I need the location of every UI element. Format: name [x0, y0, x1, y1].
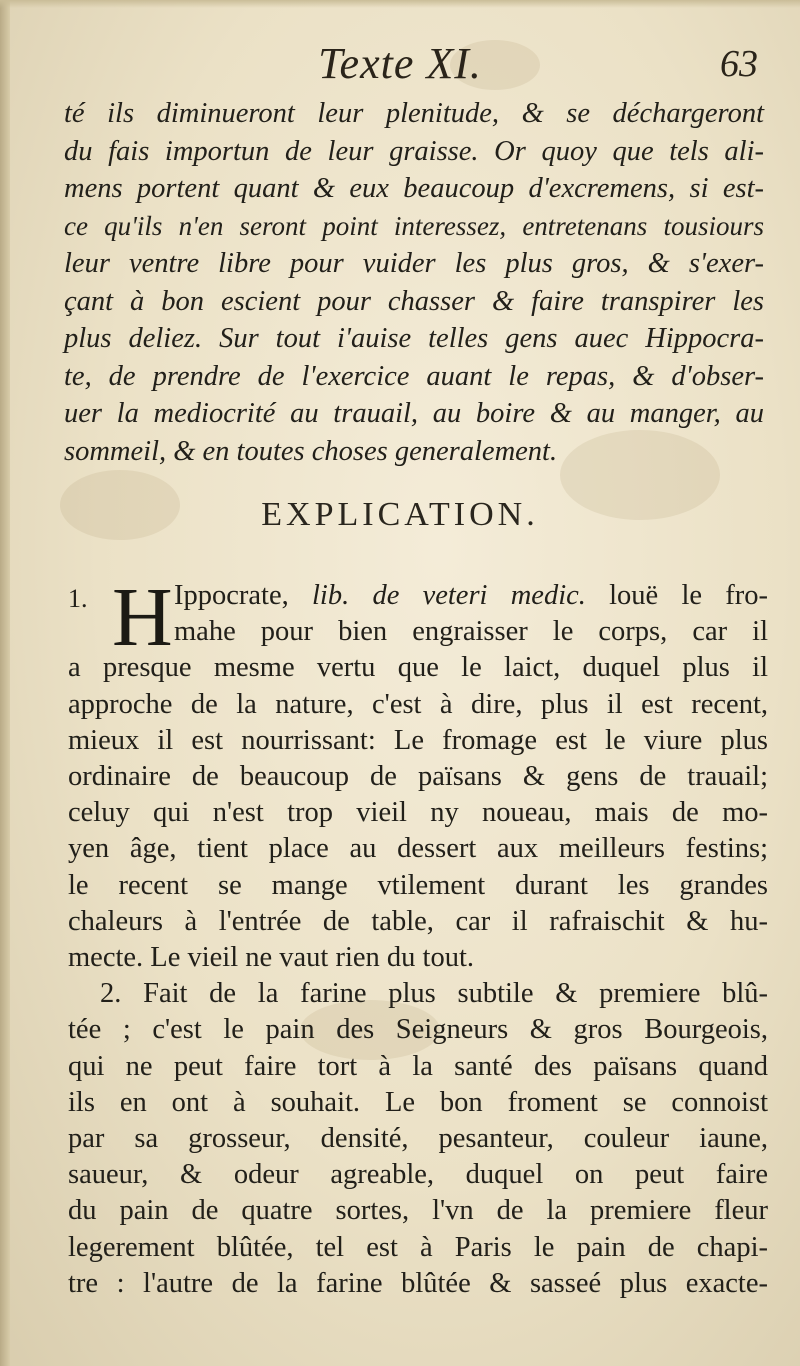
text-line: tre : l'autre de la farine blûtée & sasseé plus exacte- [68, 1267, 768, 1299]
italic-text-paragraph [64, 95, 764, 470]
text-line: tée ; c'est le pain des Seigneurs & gros Bourgeois, [68, 1014, 768, 1046]
text-line: chaleurs à l'entrée de table, car il rafraischit & hu- [68, 905, 768, 937]
text-fragment: louë le fro- [609, 580, 768, 611]
page-number: 63 [720, 43, 758, 85]
text-line: ce qu'ils n'en seront point interessez, entretenans tousiours [64, 210, 764, 241]
explication-text [68, 571, 768, 1302]
page-top-shadow [0, 0, 800, 8]
text-line: a presque mesme vertu que le laict, duquel plus il [68, 652, 768, 684]
text-line: 2. Fait de la farine plus subtile & premiere blû- [100, 978, 768, 1010]
text-line: par sa grosseur, densité, pesanteur, couleur iaune, [68, 1123, 768, 1155]
text-line [68, 578, 768, 614]
text-line: uer la mediocrité au trauail, au boire & au manger, au [64, 398, 764, 429]
text-line: le recent se mange vtilement durant les grandes [68, 869, 768, 901]
text-line: du fais importun de leur graisse. Or quoy que tels ali- [64, 135, 764, 167]
text-line: mecte. Le vieil ne vaut rien du tout. [68, 942, 474, 974]
drop-cap-letter: H [112, 571, 173, 664]
text-line: leur ventre libre pour vuider les plus gros, & s'exer- [64, 248, 764, 279]
text-line: qui ne peut faire tort à la santé des païsans quand [68, 1050, 768, 1082]
text-line: sommeil, & en toutes choses generalement. [64, 435, 558, 467]
page-edge-shadow [0, 0, 10, 1366]
text-fragment: Ippocrate, [174, 580, 289, 611]
paragraph-number: 1. [68, 584, 88, 613]
text-line: ordinaire de beaucoup de païsans & gens de trauail; [68, 761, 768, 793]
page-header [40, 38, 760, 88]
text-line: du pain de quatre sortes, l'vn de la premiere fleur [68, 1195, 768, 1227]
text-line: plus deliez. Sur tout i'auise telles gens auec Hippocra- [64, 323, 764, 354]
text-line: te, de prendre de l'exercice auant le repas, & d'obser- [64, 360, 764, 392]
text-line: mieux il est nourrissant: Le fromage est le viure plus [68, 724, 768, 756]
text-line: approche de la nature, c'est à dire, plus il est recent, [68, 688, 768, 720]
text-line: celuy qui n'est trop vieil ny noueau, mais de mo- [68, 797, 768, 829]
text-line: legerement blûtée, tel est à Paris le pain de chapi- [68, 1231, 768, 1263]
text-line: mahe pour bien engraisser le corps, car il [174, 616, 768, 648]
text-line: mens portent quant & eux beaucoup d'excremens, si est- [64, 173, 764, 204]
text-line: yen âge, tient place au dessert aux meilleurs festins; [68, 833, 768, 865]
text-line: çant à bon escient pour chasser & faire transpirer les [64, 285, 764, 317]
text-line: saueur, & odeur agreable, duquel on peut faire [68, 1159, 768, 1191]
section-heading: EXPLICATION. [261, 496, 539, 533]
text-line: ils en ont à souhait. Le bon froment se connoist [68, 1086, 768, 1118]
citation: lib. de veteri medic. [311, 580, 586, 611]
text-line: té ils diminueront leur plenitude, & se déchargeront [64, 98, 764, 129]
running-title: Texte XI. [318, 39, 482, 88]
